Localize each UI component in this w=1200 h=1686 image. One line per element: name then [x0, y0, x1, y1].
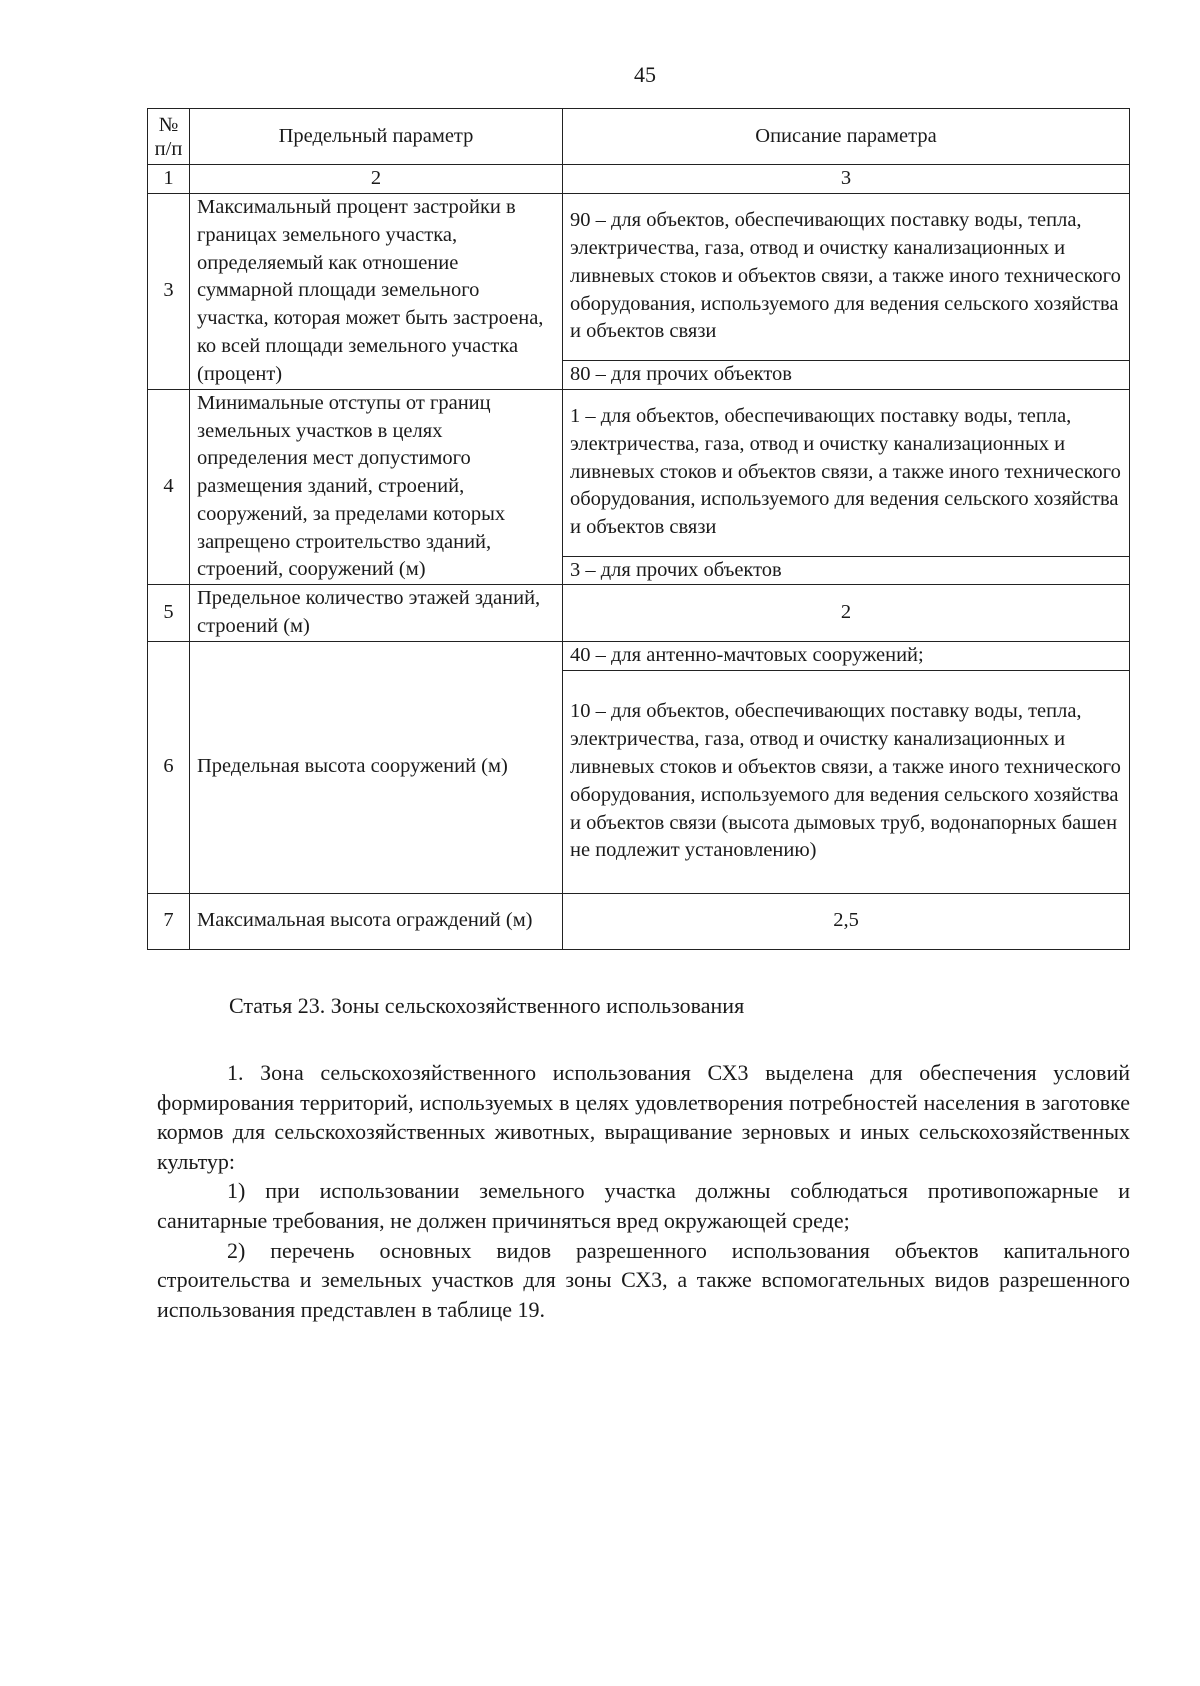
paragraph: 1) при использовании земельного участка должны соблюдаться противопожарные и санитарные требования, не должен причиняться вред окружающей среде; — [157, 1178, 1130, 1233]
row-number: 6 — [148, 641, 190, 893]
row-number: 4 — [148, 389, 190, 585]
header-num: № п/п — [148, 109, 190, 165]
page-number: 45 — [634, 62, 656, 87]
table-row — [148, 193, 1130, 360]
row-number: 7 — [148, 893, 190, 949]
paragraph: 2) перечень основных видов разрешенного использования объектов капитального строительства и земельных участков для зоны СХ3, а также вспомогательных видов разрешенного использования представлен в таблице 19. — [157, 1237, 1130, 1322]
desc-cell: 1 – для объектов, обеспечивающих поставку воды, тепла, электричества, газа, отвод и очистку канализационных и ливневых стоков и объектов связи, а также иного технического оборудования, используемого для ведения сельского хозяйства и объектов связи — [563, 389, 1130, 556]
table-row — [148, 389, 1130, 556]
article-title: Статья 23. Зоны сельскохозяйственного использования — [229, 993, 745, 1018]
desc-cell: 3 – для прочих объектов — [563, 556, 1130, 585]
desc-cell: 2,5 — [563, 893, 1130, 949]
desc-cell: 40 – для антенно-мачтовых сооружений; — [563, 641, 1130, 670]
desc-cell: 10 – для объектов, обеспечивающих поставку воды, тепла, электричества, газа, отвод и очистку канализационных и ливневых стоков и объектов связи, а также иного технического оборудования, используемого для ведения сельского хозяйства и объектов связи (высота дымовых труб, водонапорных башен не подлежит установлению) — [563, 670, 1130, 893]
table-index-row — [148, 165, 1130, 194]
index-cell: 2 — [190, 165, 563, 194]
desc-cell: 2 — [563, 585, 1130, 642]
desc-cell: 90 – для объектов, обеспечивающих поставку воды, тепла, электричества, газа, отвод и очистку канализационных и ливневых стоков и объектов связи, а также иного технического оборудования, используемого для ведения сельского хозяйства и объектов связи — [563, 193, 1130, 360]
row-number: 3 — [148, 193, 190, 389]
header-param: Предельный параметр — [190, 109, 563, 165]
table-row — [148, 893, 1130, 949]
parameters-table — [147, 108, 1130, 950]
table-row — [148, 585, 1130, 642]
header-desc: Описание параметра — [563, 109, 1130, 165]
index-cell: 3 — [563, 165, 1130, 194]
desc-cell: 80 – для прочих объектов — [563, 360, 1130, 389]
param-cell: Максимальная высота ограждений (м) — [190, 893, 563, 949]
param-cell: Минимальные отступы от границ земельных участков в целях определения мест допустимого размещения зданий, строений, сооружений, за пределами которых запрещено строительство зданий, строений, сооружений (м) — [190, 389, 563, 585]
param-cell: Максимальный процент застройки в границах земельного участка, определяемый как отношение суммарной площади земельного участка, которая может быть застроена, ко всей площади земельного участка (процент) — [190, 193, 563, 389]
body-text — [157, 1058, 1130, 1324]
param-cell: Предельное количество этажей зданий, строений (м) — [190, 585, 563, 642]
table-header-row — [148, 109, 1130, 165]
param-cell: Предельная высота сооружений (м) — [190, 641, 563, 893]
row-number: 5 — [148, 585, 190, 642]
index-cell: 1 — [148, 165, 190, 194]
paragraph: 1. Зона сельскохозяйственного использования СХ3 выделена для обеспечения условий формирования территорий, используемых в целях удовлетворения потребностей населения в заготовке кормов для сельскохозяйственных животных, выращивание зерновых и иных сельскохозяйственных культур: — [157, 1060, 1130, 1174]
table-row — [148, 641, 1130, 670]
